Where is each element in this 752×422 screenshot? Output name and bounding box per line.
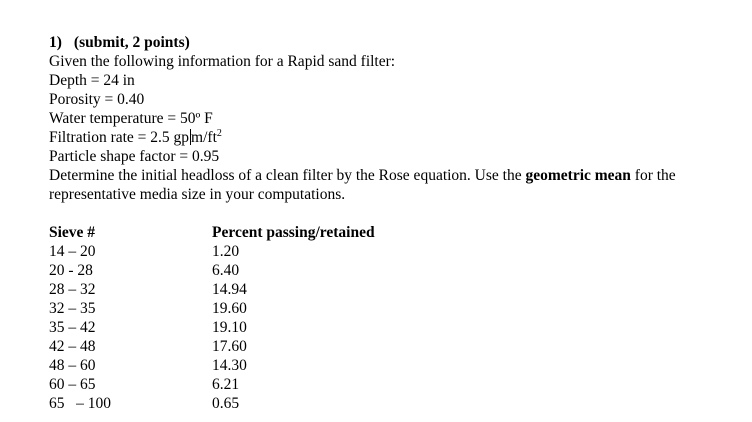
sieve-cell: 32 – 35 — [49, 300, 96, 317]
percent-cell: 6.40 — [212, 262, 240, 279]
porosity-text: Porosity = 0.40 — [49, 91, 145, 108]
table-header-sieve: Sieve # — [49, 224, 96, 241]
intro-text: Given the following information for a Rapid sand filter: — [49, 53, 396, 70]
table-header-row — [49, 223, 739, 242]
instruction-part-1: Determine the initial headloss of a clean filter by the Rose equation. Use the — [49, 167, 526, 184]
table-row — [49, 337, 739, 356]
table-row — [49, 280, 739, 299]
sieve-cell: 28 – 32 — [49, 281, 96, 298]
filtration-rate-part-a: Filtration rate = 2.5 gp — [49, 129, 190, 146]
document-body — [49, 33, 739, 413]
sieve-cell: 60 – 65 — [49, 376, 96, 393]
table-row — [49, 318, 739, 337]
percent-cell: 6.21 — [212, 376, 240, 393]
percent-cell: 14.94 — [212, 281, 247, 298]
instruction-text — [49, 166, 739, 204]
question-number: 1) — [49, 34, 62, 51]
sieve-cell: 65 – 100 — [49, 395, 111, 412]
table-row — [49, 299, 739, 318]
shape-factor-text: Particle shape factor = 0.95 — [49, 148, 220, 165]
filtration-rate-text — [49, 128, 739, 147]
filtration-rate-part-b: m/ft — [191, 129, 217, 146]
table-row — [49, 394, 739, 413]
sieve-cell: 14 – 20 — [49, 243, 96, 260]
table-row — [49, 356, 739, 375]
percent-cell: 17.60 — [212, 338, 247, 355]
table-row — [49, 375, 739, 394]
blank-line — [49, 204, 739, 223]
table-row — [49, 242, 739, 261]
percent-cell: 19.10 — [212, 319, 247, 336]
question-heading — [49, 33, 739, 52]
instruction-bold: geometric mean — [525, 167, 631, 184]
sieve-cell: 48 – 60 — [49, 357, 96, 374]
question-heading-text: (submit, 2 points) — [73, 34, 190, 51]
percent-cell: 0.65 — [212, 395, 240, 412]
sieve-cell: 42 – 48 — [49, 338, 96, 355]
sieve-cell: 35 – 42 — [49, 319, 96, 336]
water-temperature-text: Water temperature = 50º F — [49, 110, 213, 127]
depth-text: Depth = 24 in — [49, 72, 135, 89]
percent-cell: 14.30 — [212, 357, 247, 374]
sieve-cell: 20 - 28 — [49, 262, 93, 279]
filtration-rate-superscript: 2 — [216, 128, 222, 139]
table-row — [49, 261, 739, 280]
percent-cell: 19.60 — [212, 300, 247, 317]
instruction-part-2: for the representative media size in your computations. — [49, 167, 676, 203]
sieve-table — [49, 223, 739, 413]
percent-cell: 1.20 — [212, 243, 240, 260]
table-header-percent: Percent passing/retained — [212, 224, 375, 241]
